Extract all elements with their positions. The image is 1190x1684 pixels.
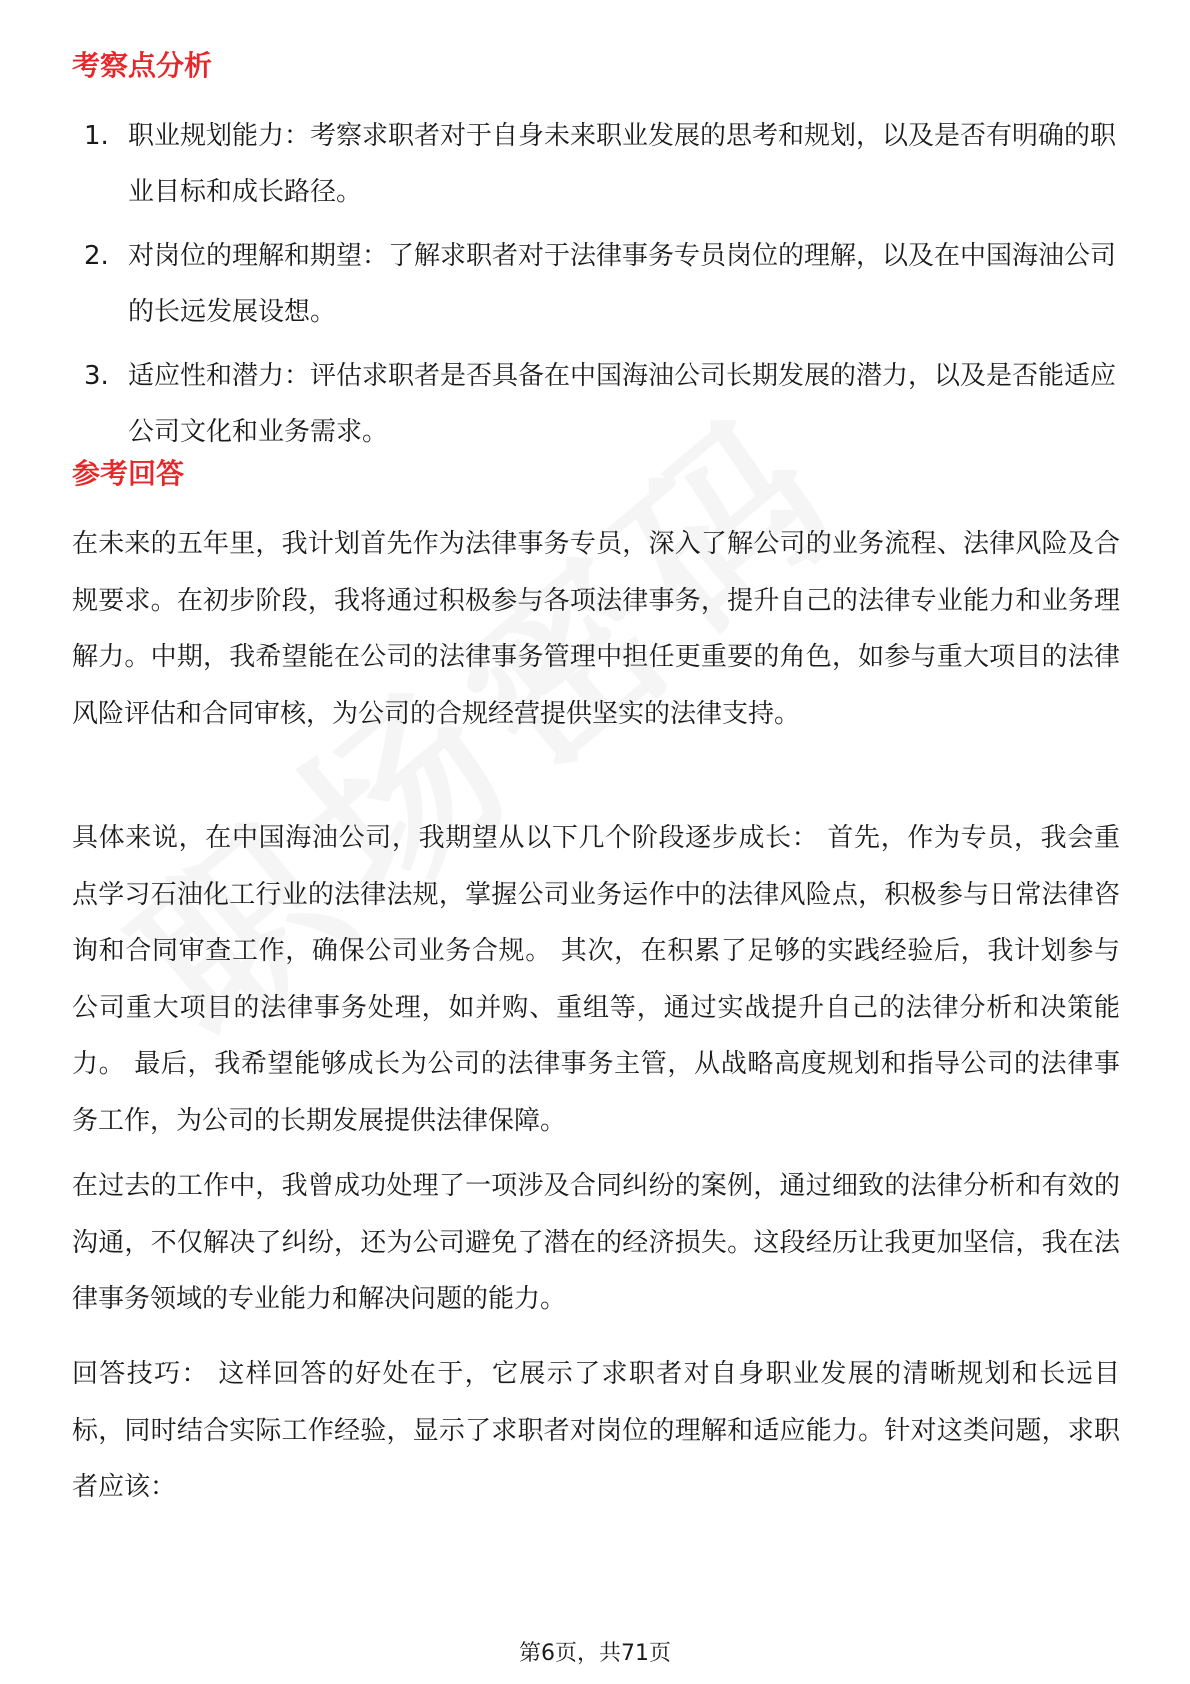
paragraph: 回答技巧： 这样回答的好处在于，它展示了求职者对自身职业发展的清晰规划和长远目标，同时结合实际工作经验，显示了求职者对岗位的理解和适应能力。针对这类问题，求职者应该：: [72, 1359, 1120, 1502]
list-text: 适应性和潜力：评估求职者是否具备在中国海油公司长期发展的潜力，以及是否能适应公司文化和业务需求。: [128, 361, 1117, 447]
analysis-list: [72, 108, 1122, 468]
answer-heading: 参考回答: [72, 457, 185, 490]
list-item: [72, 108, 1122, 220]
paragraph: 在过去的工作中，我曾成功处理了一项涉及合同纠纷的案例，通过细致的法律分析和有效的沟通，不仅解决了纠纷，还为公司避免了潜在的经济损失。这段经历让我更加坚信，我在法律事务领域的专业能力和解决问题的能力。: [72, 1171, 1120, 1314]
list-number: 1.: [84, 121, 109, 151]
list-item: [72, 228, 1122, 340]
page-number: 第6页，共71页: [519, 1641, 671, 1666]
paragraph: 具体来说，在中国海油公司，我期望从以下几个阶段逐步成长： 首先，作为专员，我会重点学习石油化工行业的法律法规，掌握公司业务运作中的法律风险点，积极参与日常法律咨询和合同审查工作，确保公司业务合规。 其次，在积累了足够的实践经验后，我计划参与公司重大项目的法律事务处理，如并购、重组等，通过实战提升自己的法律分析和决策能力。 最后，我希望能够成长为公司的法律事务主管，从战略高度规划和指导公司的法律事务工作，为公司的长期发展提供法律保障。: [72, 823, 1120, 1136]
list-number: 3.: [84, 361, 109, 391]
list-text: 对岗位的理解和期望：了解求职者对于法律事务专员岗位的理解，以及在中国海油公司的长远发展设想。: [128, 241, 1117, 327]
list-number: 2.: [84, 241, 109, 271]
analysis-heading: 考察点分析: [72, 49, 213, 82]
paragraph: 在未来的五年里，我计划首先作为法律事务专员，深入了解公司的业务流程、法律风险及合规要求。在初步阶段，我将通过积极参与各项法律事务，提升自己的法律专业能力和业务理解力。中期，我希望能在公司的法律事务管理中担任更重要的角色，如参与重大项目的法律风险评估和合同审核，为公司的合规经营提供坚实的法律支持。: [72, 529, 1120, 729]
list-item: [72, 348, 1122, 460]
list-text: 职业规划能力：考察求职者对于自身未来职业发展的思考和规划，以及是否有明确的职业目标和成长路径。: [128, 121, 1117, 207]
